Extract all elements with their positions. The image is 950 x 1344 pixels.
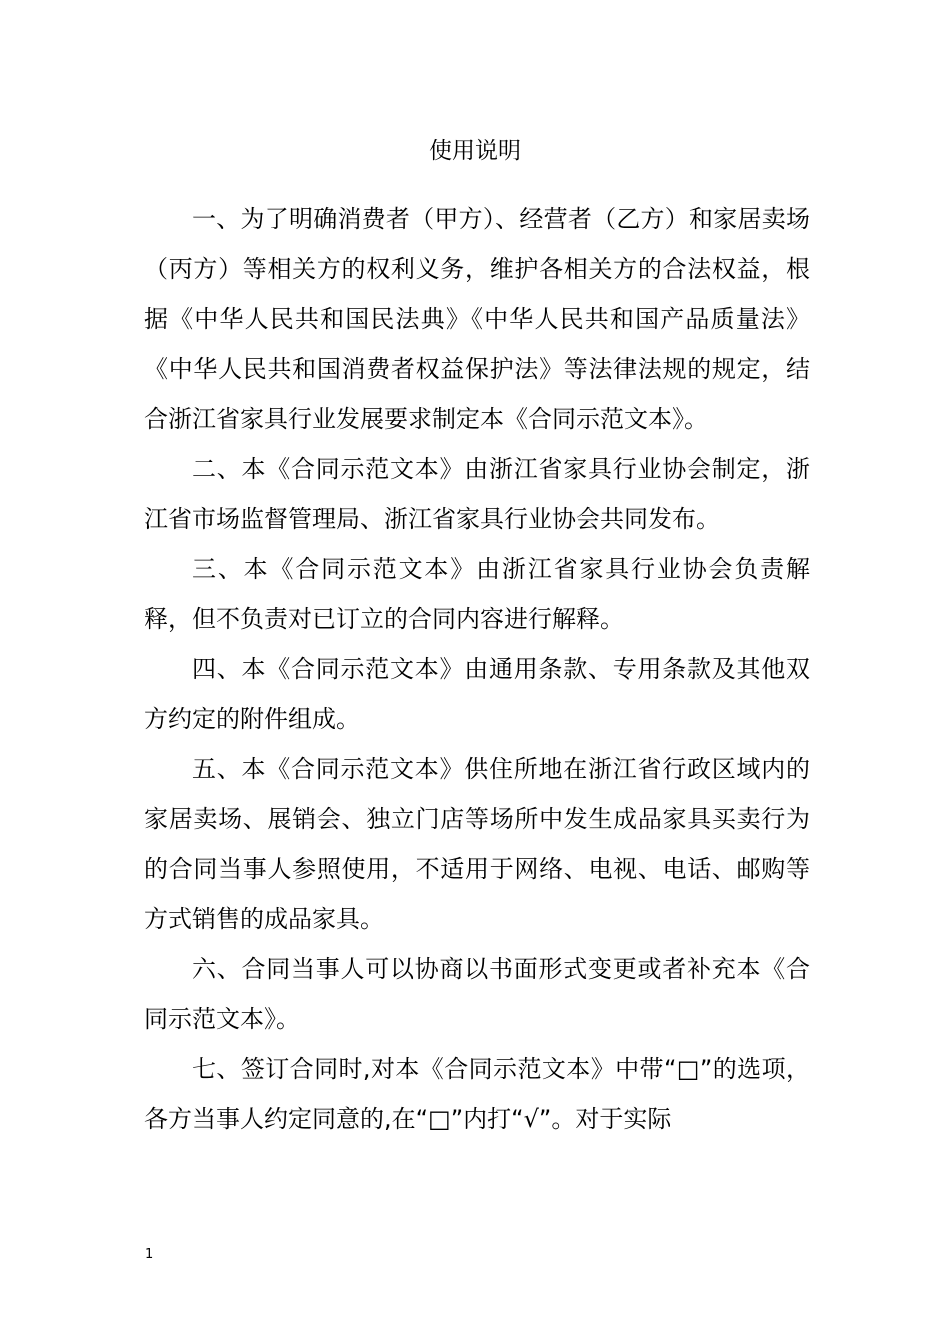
page-number: 1 [145, 1247, 154, 1262]
paragraph-3: 三、本《合同示范文本》由浙江省家具行业协会负责解释，但不负责对已订立的合同内容进行解释。 [144, 555, 810, 633]
paragraph-4: 四、本《合同示范文本》由通用条款、专用条款及其他双方约定的附件组成。 [144, 655, 810, 733]
paragraph-5: 五、本《合同示范文本》供住所地在浙江省行政区域内的家居卖场、展销会、独立门店等场所中发生成品家具买卖行为的合同当事人参照使用，不适用于网络、电视、电话、邮购等方式销售的成品家具。 [144, 755, 810, 933]
paragraph-7: 七、签订合同时,对本《合同示范文本》中带“□”的选项，各方当事人约定同意的,在“□”内打“√”。对于实际 [144, 1055, 810, 1133]
paragraph-2: 二、本《合同示范文本》由浙江省家具行业协会制定，浙江省市场监督管理局、浙江省家具行业协会共同发布。 [144, 455, 810, 533]
paragraph-6: 六、合同当事人可以协商以书面形式变更或者补充本《合同示范文本》。 [144, 955, 810, 1033]
document-body [144, 194, 810, 1144]
paragraph-1: 一、为了明确消费者（甲方）、经营者（乙方）和家居卖场（丙方）等相关方的权利义务，维护各相关方的合法权益，根据《中华人民共和国民法典》《中华人民共和国产品质量法》《中华人民共和国消费者权益保护法》等法律法规的规定，结合浙江省家具行业发展要求制定本《合同示范文本》。 [144, 205, 810, 433]
page-title: 使用说明 [429, 138, 521, 164]
